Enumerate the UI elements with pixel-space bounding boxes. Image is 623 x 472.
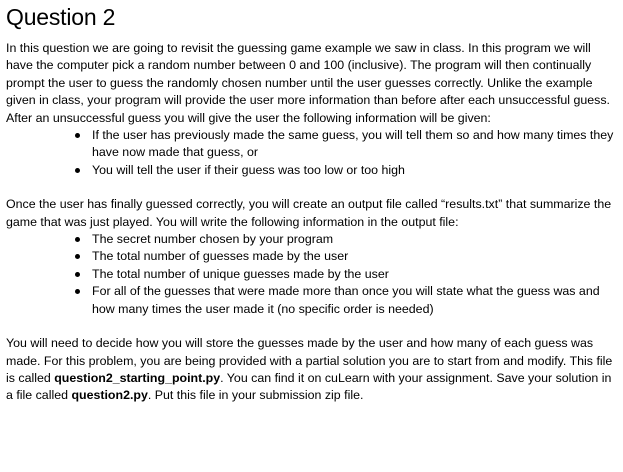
list-item: The total number of unique guesses made by the user [6, 266, 617, 283]
list-item: For all of the guesses that were made more than once you will state what the guess was and how many times the user made it (no specific order is needed) [6, 283, 617, 318]
list-item: If the user has previously made the same guess, you will tell them so and how many times they have now made that guess, or [6, 127, 617, 162]
submission-text-1: You will need to decide how you will store the guesses made by the user and how many of each guess was made. For this problem, you are being provided with a partial solution you are to start from and modify. This file is called [6, 336, 613, 385]
starting-point-filename: question2_starting_point.py [54, 370, 221, 385]
submission-text-3: . Put this file in your submission zip file. [147, 388, 364, 403]
submission-paragraph [6, 335, 614, 405]
feedback-list [6, 127, 623, 179]
question-title: Question 2 [6, 4, 116, 30]
intro-paragraph: In this question we are going to revisit the guessing game example we saw in class. In this program we will have the computer pick a random number between 0 and 100 (inclusive). The program will then continually prompt the user to guess the randomly chosen number until the user guesses correctly. Unlike the example given in class, your program will provide the user more information than before after each unsuccessful guess. After an unsuccessful guess you will give the user the following information will be given: [6, 41, 611, 125]
submission-text-2: . You can find it on cuLearn with your assignment. Save your solution in a file called [6, 370, 612, 403]
list-item: The total number of guesses made by the user [6, 248, 617, 265]
list-item: You will tell the user if their guess was too low or too high [6, 162, 617, 179]
output-info-list [6, 231, 623, 318]
list-item: The secret number chosen by your program [6, 231, 617, 248]
output-file-paragraph: Once the user has finally guessed correctly, you will create an output file called “results.txt” that summarize the game that was just played. You will write the following information in the output file: [6, 197, 612, 229]
solution-filename: question2.py [71, 388, 148, 403]
